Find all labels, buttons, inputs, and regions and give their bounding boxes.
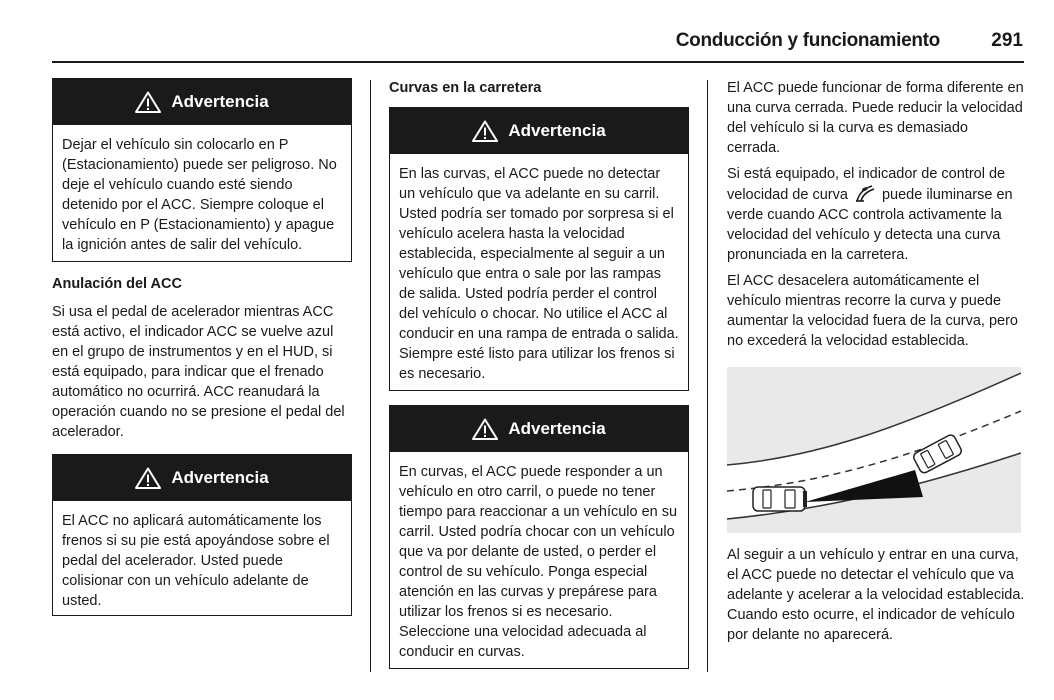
- curves-heading: Curvas en la carretera: [389, 80, 542, 96]
- warning-title: Advertencia: [171, 92, 269, 111]
- column-divider-left: [370, 80, 371, 672]
- warning-text: Dejar el vehículo sin colocarlo en P (Estacionamiento) puede ser peligroso. No deje el vehículo cuando esté siendo detenido por el ACC. Siempre coloque el vehículo en P (Estacionamiento) y apague la ignición antes de salir del vehículo.: [62, 137, 337, 253]
- warning-triangle-icon: [472, 120, 498, 142]
- column-divider-right: [707, 80, 708, 672]
- paragraph-following-vehicle: Al seguir a un vehículo y entrar en una curva, el ACC puede no detectar el vehículo que va adelante y acelerar a la velocidad establecida. Cuando esto ocurre, el indicador de vehículo por delante no aparecerá.: [727, 547, 1025, 643]
- paragraph-sharp-curve: El ACC puede funcionar de forma diferente en una curva cerrada. Puede reducir la velocidad del vehículo si la curva es demasiado cerrada.: [727, 80, 1024, 156]
- curve-illustration: [727, 367, 1021, 533]
- column-2: [389, 78, 689, 669]
- warning-title: Advertencia: [171, 468, 269, 487]
- warning-box-curves-response: [389, 405, 689, 669]
- section-title: Conducción y funcionamiento: [675, 30, 940, 51]
- acc-override-paragraph: Si usa el pedal de acelerador mientras ACC está activo, el indicador ACC se vuelve azul en el grupo de instrumentos y en el HUD, si está equipado, para indicar que el frenado automático no ocurrirá. ACC reanudará la operación cuando no se presione el pedal del acelerador.: [52, 304, 345, 440]
- paragraph-deceleration: El ACC desacelera automáticamente el vehículo mientras recorre la curva y puede aumentar la velocidad fuera de la curva, pero no excederá la velocidad establecida.: [727, 273, 1018, 349]
- curve-road-illustration: [727, 367, 1021, 533]
- acc-override-heading: Anulación del ACC: [52, 276, 182, 292]
- warning-header: [390, 406, 688, 452]
- warning-title: Advertencia: [508, 121, 606, 140]
- paragraph-curve-indicator: [727, 164, 1025, 265]
- curve-indicator-text-before: Si está equipado, el indicador de control de velocidad de curva: [727, 166, 1006, 203]
- curve-indicator-text-after: puede iluminarse en verde cuando ACC controla activamente la velocidad del vehículo y detecta una curva pronunciada en la carretera.: [727, 187, 1013, 263]
- warning-header: [53, 455, 351, 501]
- warning-box-accelerator: [52, 454, 352, 616]
- warning-triangle-icon: [135, 467, 161, 489]
- warning-header: [390, 108, 688, 154]
- warning-text: El ACC no aplicará automáticamente los frenos si su pie está apoyándose sobre el pedal del acelerador. Usted puede colisionar con un vehículo adelante de usted.: [62, 513, 330, 609]
- warning-triangle-icon: [135, 91, 161, 113]
- own-vehicle-icon: [753, 487, 807, 511]
- warning-header: [53, 79, 351, 125]
- warning-box-park: [52, 78, 352, 262]
- warning-text: En curvas, el ACC puede responder a un vehículo en otro carril, o puede no tener tiempo para reaccionar a un vehículo en su carril. Usted podría chocar con un vehículo que va por delante de usted, o perder el control de su vehículo. Ponga especial atención en las curvas y prepárese para utilizar los frenos si es necesario. Seleccione una velocidad adecuada al conducir en curvas.: [399, 464, 678, 660]
- warning-text: En las curvas, el ACC puede no detectar un vehículo que va adelante en su carril. Usted podría ser tomado por sorpresa si el vehículo acelera hasta la velocidad establecida, especialmente al seguir a un vehículo que entra o sale por las rampas de salida. Usted podría perder el control del vehículo o chocar. No utilice el ACC al conducir en una rampa de entrada o salida. Siempre esté listo para utilizar los frenos si es necesario.: [399, 166, 679, 382]
- header-rule: [52, 61, 1024, 63]
- warning-title: Advertencia: [508, 419, 606, 438]
- warning-triangle-icon: [472, 418, 498, 440]
- curve-speed-control-icon: [854, 184, 876, 202]
- column-3: [727, 78, 1025, 645]
- page-number: 291: [991, 30, 1023, 51]
- warning-box-curves-detection: [389, 107, 689, 391]
- column-1: [52, 78, 352, 616]
